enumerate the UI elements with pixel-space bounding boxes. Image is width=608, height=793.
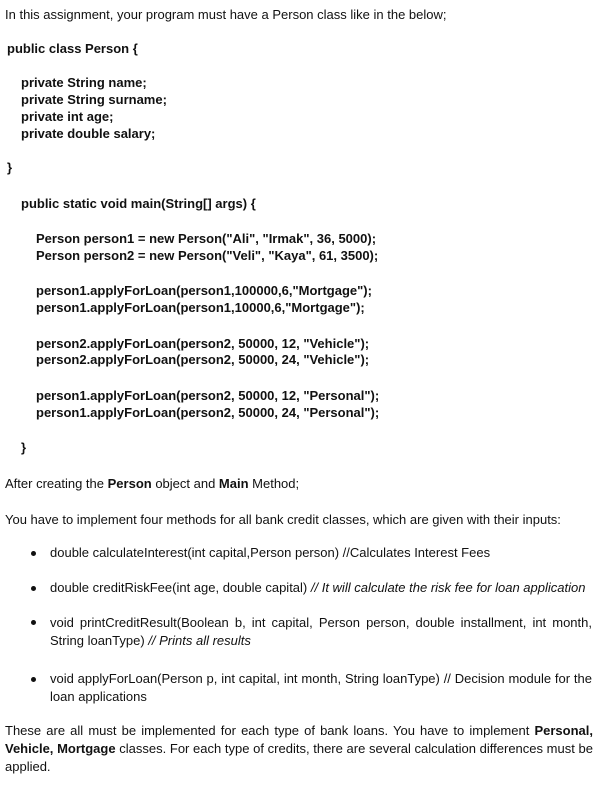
bullet-icon <box>31 620 36 625</box>
method-print-credit-result-comment: // Prints all results <box>148 633 251 648</box>
closing-classes-bold: Personal, Vehicle, Mortgage <box>5 723 593 756</box>
after-creating-text <box>5 476 299 492</box>
after-person-bold: Person <box>107 476 152 491</box>
code-apply-call-2: person1.applyForLoan(person1,10000,6,"Mortgage"); <box>36 300 365 315</box>
method-print-credit-result <box>50 614 592 650</box>
closing-prefix: These are all must be implemented for each type of bank loans. You have to implement <box>5 723 535 738</box>
intro-text: In this assignment, your program must have a Person class like in the below; <box>5 7 447 22</box>
bullet-icon <box>31 677 36 682</box>
code-field-salary: private double salary; <box>21 126 156 141</box>
after-prefix: After creating the <box>5 476 108 491</box>
code-field-surname: private String surname; <box>21 92 167 107</box>
code-class-close: } <box>7 160 13 175</box>
code-main-declaration: public static void main(String[] args) { <box>21 196 256 211</box>
method-credit-risk-fee-signature: double creditRiskFee(int age, double capital) <box>50 580 311 595</box>
code-field-name: private String name; <box>21 75 147 90</box>
code-class-declaration: public class Person { <box>7 41 138 56</box>
code-apply-call-3: person2.applyForLoan(person2, 50000, 12, "Vehicle"); <box>36 336 370 351</box>
code-person2-declaration: Person person2 = new Person("Veli", "Kaya", 61, 3500); <box>36 248 379 263</box>
method-print-credit-result-signature: void printCreditResult(Boolean b, int capital, Person person, double installment, int month, String loanType) <box>50 615 592 648</box>
code-field-age: private int age; <box>21 109 114 124</box>
code-apply-call-5: person1.applyForLoan(person2, 50000, 12, "Personal"); <box>36 388 380 403</box>
after-main-bold: Main <box>218 476 249 491</box>
method-calculate-interest: double calculateInterest(int capital,Person person) //Calculates Interest Fees <box>50 545 491 560</box>
after-suffix: Method; <box>248 476 300 491</box>
code-person1-declaration: Person person1 = new Person("Ali", "Irmak", 36, 5000); <box>36 231 377 246</box>
code-apply-call-1: person1.applyForLoan(person1,100000,6,"Mortgage"); <box>36 283 372 298</box>
method-apply-for-loan: void applyForLoan(Person p, int capital, int month, String loanType) // Decision module for the loan applications <box>50 671 592 704</box>
code-apply-call-6: person1.applyForLoan(person2, 50000, 24, "Personal"); <box>36 405 380 420</box>
bullet-icon <box>31 586 36 591</box>
bullet-icon <box>31 551 36 556</box>
closing-paragraph <box>5 722 593 776</box>
after-middle: object and <box>151 476 219 491</box>
code-main-close: } <box>21 440 27 455</box>
code-apply-call-4: person2.applyForLoan(person2, 50000, 24, "Vehicle"); <box>36 352 370 367</box>
closing-suffix: classes. For each type of credits, there are several calculation differences must be applied. <box>5 741 593 774</box>
method-credit-risk-fee <box>50 580 585 596</box>
implement-intro-text: You have to implement four methods for all bank credit classes, which are given with their inputs: <box>5 512 561 527</box>
method-credit-risk-fee-comment: // It will calculate the risk fee for loan application <box>310 580 586 595</box>
